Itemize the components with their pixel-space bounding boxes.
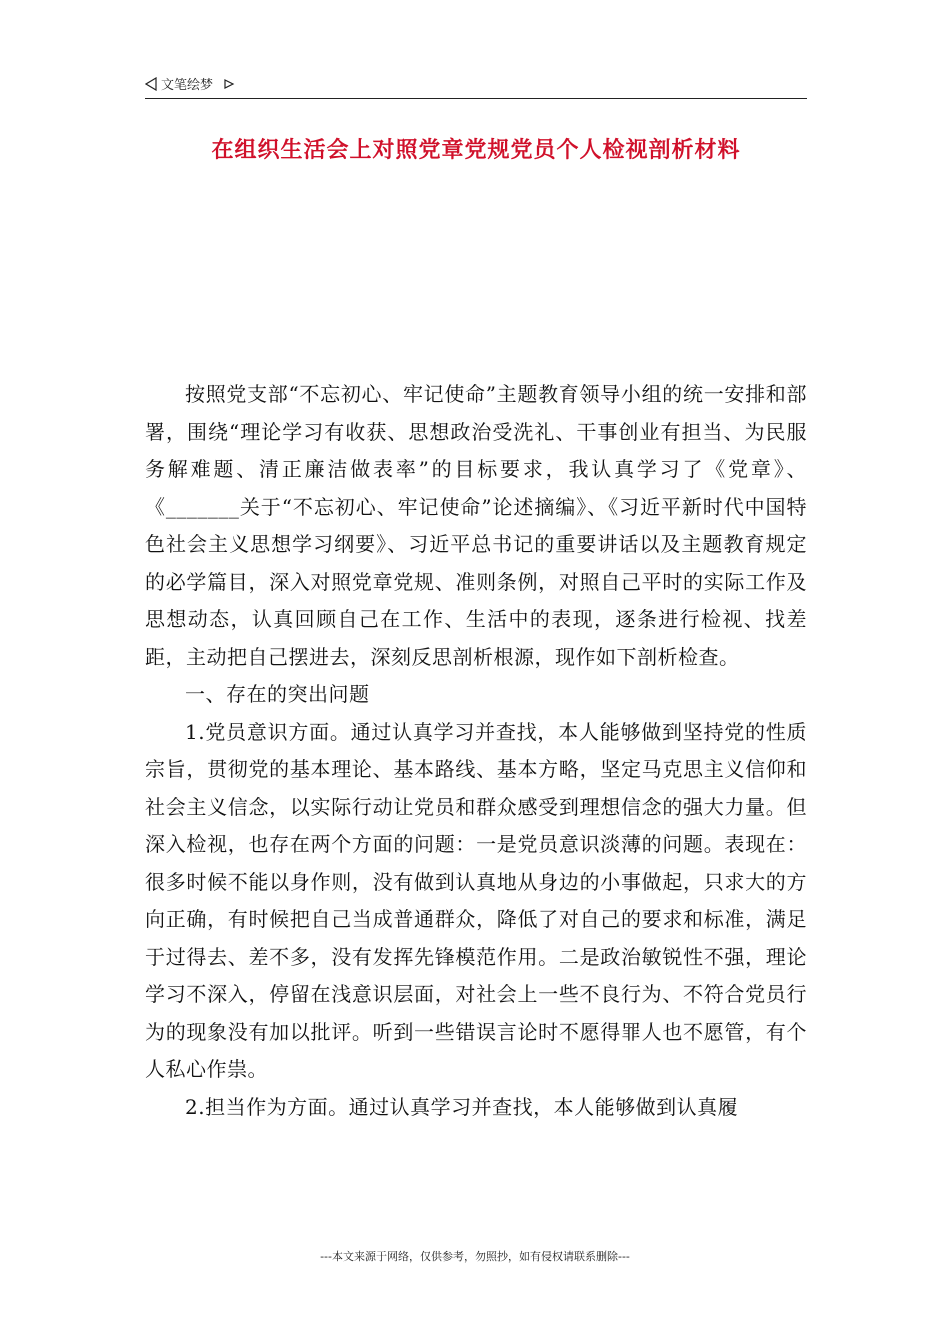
intro-paragraph: 按照党支部“不忘初心、牢记使命”主题教育领导小组的统一安排和部署，围绕“理论学习有收获、思想政治受洗礼、干事创业有担当、为民服务解难题、清正廉洁做表率”的目标要求，我认真学习了《党章》、《_______关于“不忘初心、牢记使命”论述摘编》、《习近平新时代中国特色社会主义思想学习纲要》、习近平总书记的重要讲话以及主题教育规定的必学篇目，深入对照党章党规、准则条例，对照自己平时的实际工作及思想动态，认真回顾自己在工作、生活中的表现，逐条进行检视、找差距，主动把自己摆进去，深刻反思剖析根源，现作如下剖析检查。 (145, 382, 807, 669)
section-heading: 一、存在的突出问题 (185, 682, 370, 706)
header-brand (145, 74, 235, 93)
brand-text: 文笔绘梦 (161, 78, 214, 93)
triangle-left-icon (145, 77, 157, 91)
page-header (145, 72, 807, 99)
document-title: 在组织生活会上对照党章党规党员个人检视剖析材料 (211, 138, 741, 163)
document-body (145, 376, 807, 1126)
body-paragraph: 2.担当作为方面。通过认真学习并查找，本人能够做到认真履 (185, 1094, 739, 1119)
body-paragraph: 1.党员意识方面。通过认真学习并查找，本人能够做到坚持党的性质宗旨，贯彻党的基本理论、基本路线、基本方略，坚定马克思主义信仰和社会主义信念，以实际行动让党员和群众感受到理想信念的强大力量。但深入检视，也存在两个方面的问题：一是党员意识淡薄的问题。表现在：很多时候不能以身作则，没有做到认真地从身边的小事做起，只求大的方向正确，有时候把自己当成普通群众，降低了对自己的要求和标准，满足于过得去、差不多，没有发挥先锋模范作用。二是政治敏锐性不强，理论学习不深入，停留在浅意识层面，对社会上一些不良行为、不符合党员行为的现象没有加以批评。听到一些错误言论时不愿得罪人也不愿管，有个人私心作祟。 (145, 719, 807, 1081)
triangle-right-icon (223, 77, 235, 91)
page-footer: ---本文来源于网络，仅供参考，勿照抄，如有侵权请联系删除--- (320, 1250, 630, 1263)
